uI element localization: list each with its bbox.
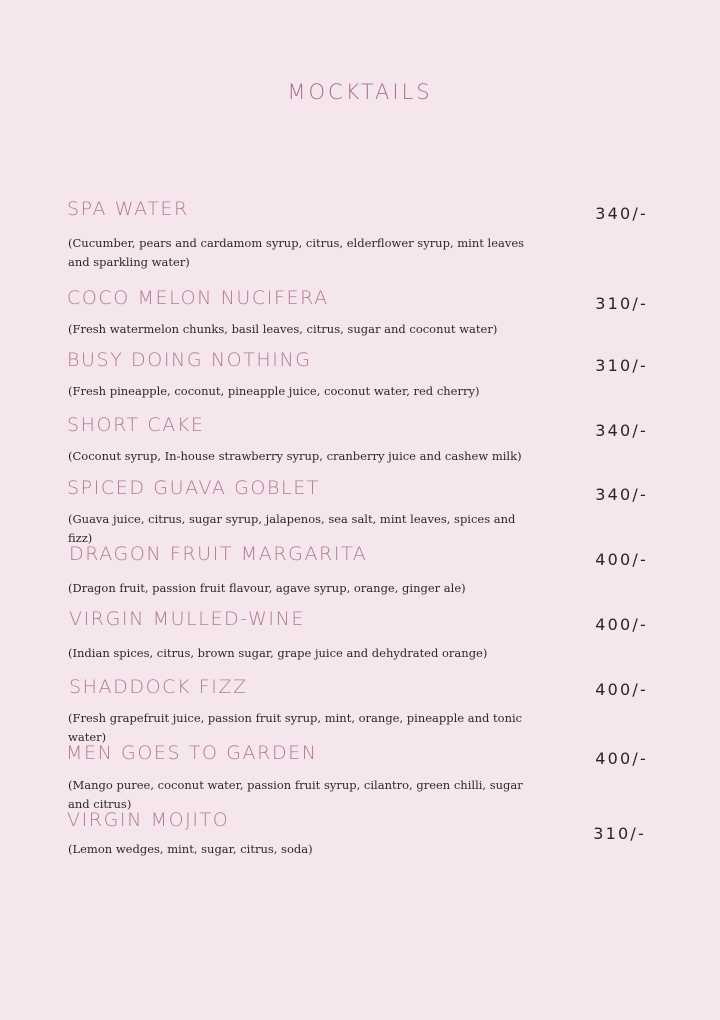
menu-item-description: (Lemon wedges, mint, sugar, citrus, soda) (68, 842, 313, 856)
menu-item-description: (Fresh watermelon chunks, basil leaves, citrus, sugar and coconut water) (68, 322, 498, 336)
menu-item-name: SPICED GUAVA GOBLET (67, 477, 321, 499)
menu-item-price: 310/- (595, 356, 648, 375)
menu-item-name: SHADDOCK FIZZ (69, 676, 248, 698)
menu-item-description: (Dragon fruit, passion fruit flavour, agave syrup, orange, ginger ale) (68, 581, 466, 595)
menu-item-description: (Guava juice, citrus, sugar syrup, jalapenos, sea salt, mint leaves, spices and fizz) (68, 512, 516, 545)
menu-item-description: (Coconut syrup, In-house strawberry syrup, cranberry juice and cashew milk) (68, 449, 522, 463)
menu-item-price: 310/- (593, 824, 646, 843)
menu-item-name: VIRGIN MULLED-WINE (69, 608, 305, 630)
menu-item-name: VIRGIN MOJITO (67, 809, 230, 831)
menu-item-description: (Cucumber, pears and cardamom syrup, citrus, elderflower syrup, mint leaves and sparkling water) (68, 236, 525, 269)
menu-item-price: 340/- (595, 485, 648, 504)
menu-item-price: 400/- (595, 550, 648, 569)
menu-item-name: COCO MELON NUCIFERA (67, 287, 329, 309)
menu-item-price: 340/- (595, 421, 648, 440)
menu-item-description: (Fresh grapefruit juice, passion fruit syrup, mint, orange, pineapple and tonic water) (68, 711, 523, 744)
page-title: MOCKTAILS (287, 80, 433, 104)
menu-item-price: 400/- (595, 749, 648, 768)
menu-item-name: SHORT CAKE (67, 414, 205, 436)
menu-item-description: (Mango puree, coconut water, passion fruit syrup, cilantro, green chilli, sugar and citrus) (68, 778, 523, 811)
menu-item-price: 340/- (595, 204, 648, 223)
menu-item-description: (Indian spices, citrus, brown sugar, grape juice and dehydrated orange) (68, 646, 488, 660)
menu-item-description: (Fresh pineapple, coconut, pineapple juice, coconut water, red cherry) (68, 384, 480, 398)
menu-item-price: 400/- (595, 680, 648, 699)
menu-item-name: DRAGON FRUIT MARGARITA (69, 543, 368, 565)
menu-item-name: SPA WATER (67, 198, 189, 220)
menu-item-name: BUSY DOING NOTHING (67, 349, 312, 371)
menu-item-name: MEN GOES TO GARDEN (66, 742, 318, 764)
menu-item-price: 310/- (595, 294, 648, 313)
menu-item-price: 400/- (595, 615, 648, 634)
